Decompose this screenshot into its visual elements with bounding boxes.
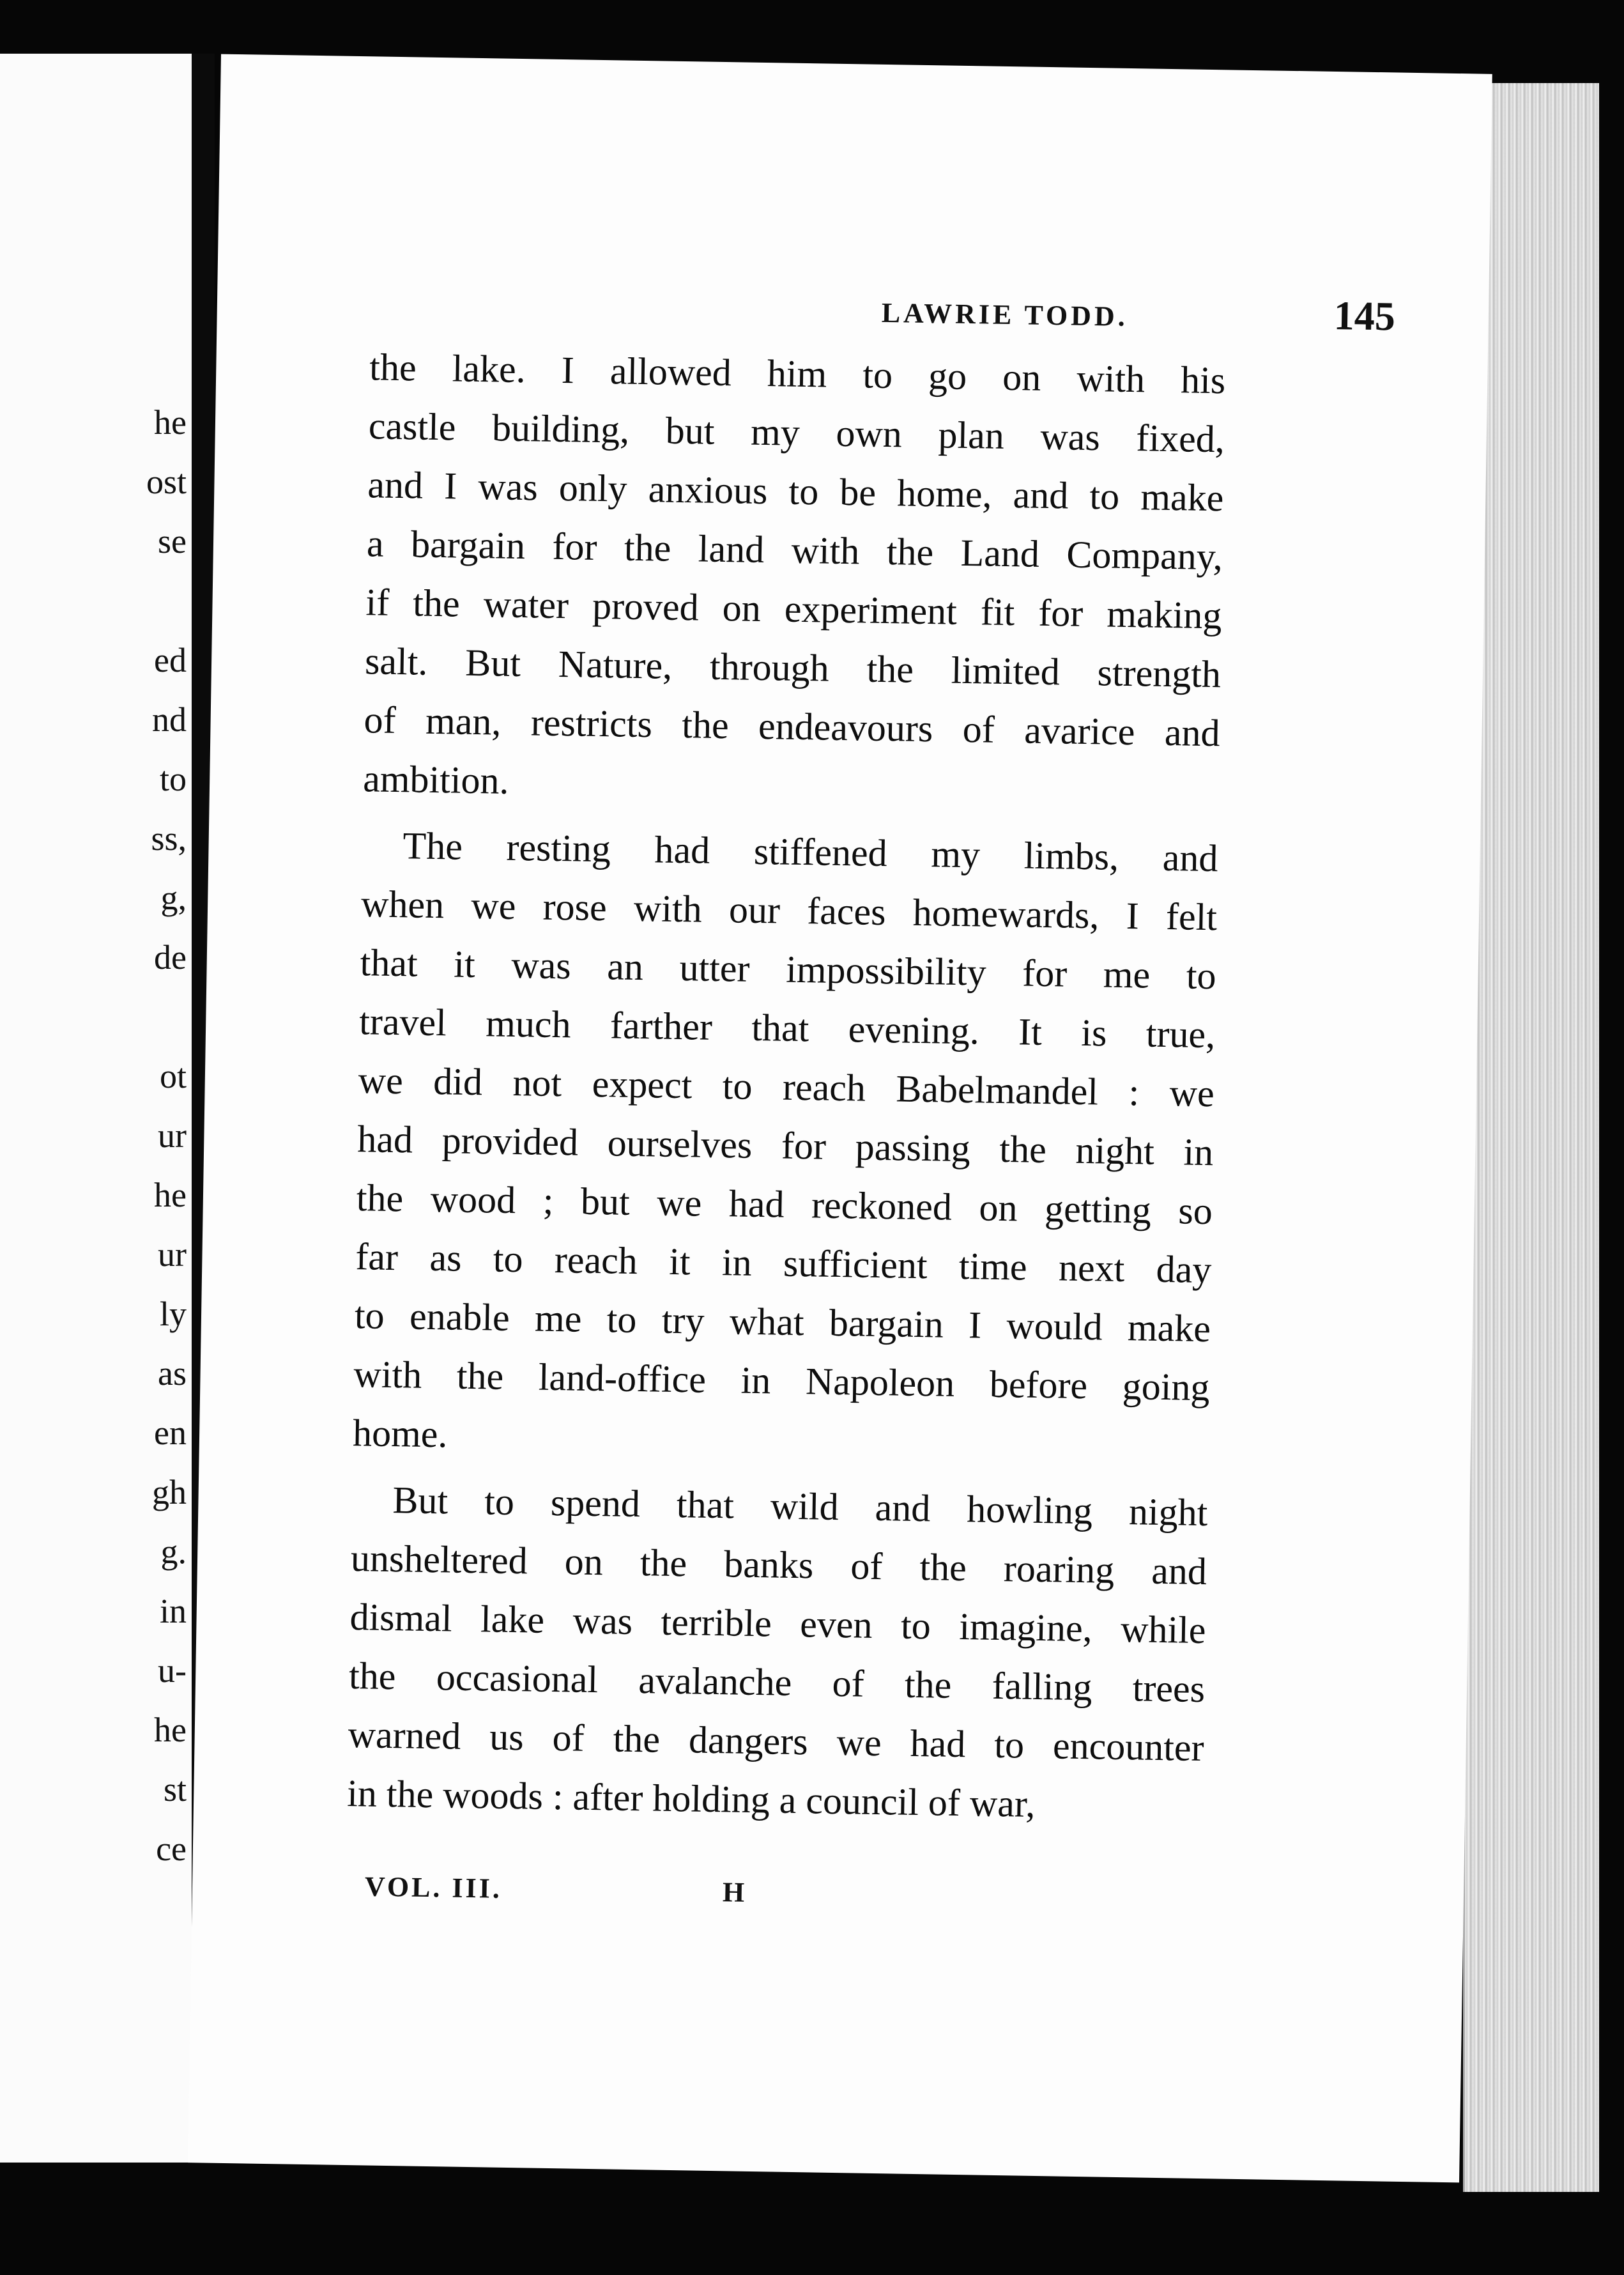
previous-page-fragment: de: [154, 938, 187, 976]
volume-mark: VOL. III.: [364, 1870, 503, 1904]
previous-page-fragment: ur: [158, 1116, 187, 1155]
text-line: of man, restricts the endeavours of avarice and: [364, 698, 1221, 755]
previous-page-fragment: to: [159, 760, 187, 798]
text-line: had provided ourselves for passing the night in: [356, 1118, 1214, 1174]
text-line: the occasional avalanche of the falling trees: [348, 1654, 1206, 1711]
previous-page-fragment: ur: [158, 1235, 187, 1274]
previous-page-fragment: nd: [152, 700, 187, 739]
text-line: far as to reach it in sufficient time next day: [355, 1235, 1212, 1292]
text-line: travel much farther that evening. It is true,: [358, 1000, 1216, 1056]
previous-page: [0, 54, 198, 2163]
text-line: when we rose with our faces homewards, I felt: [360, 883, 1218, 939]
text-line: ambition.: [362, 757, 510, 802]
previous-page-fragment: in: [159, 1592, 187, 1630]
text-line: But to spend that wild and howling night: [392, 1479, 1208, 1534]
text-line: that it was an utter impossibility for me to: [360, 941, 1217, 998]
signature-mark: H: [722, 1876, 745, 1908]
previous-page-fragment: g.: [160, 1532, 187, 1571]
paragraph: [363, 337, 1226, 821]
text-line: unsheltered on the banks of the roaring and: [350, 1537, 1207, 1593]
previous-page-fragment: st: [163, 1770, 187, 1808]
previous-page-fragment: he: [154, 1176, 187, 1214]
text-line: The resting had stiffened my limbs, and: [402, 824, 1218, 880]
previous-page-fragment: gh: [152, 1473, 187, 1511]
body-text: [346, 337, 1226, 1844]
page-number: 145: [1333, 292, 1396, 339]
text-line: castle building, but my own plan was fixed,: [368, 405, 1225, 461]
previous-page-fragment: en: [154, 1414, 187, 1452]
page-footer: [345, 1870, 1202, 1934]
running-head: [664, 282, 1431, 345]
previous-page-fragment: ss,: [151, 819, 187, 858]
previous-page-fragment: ot: [159, 1057, 187, 1095]
paragraph: [347, 1470, 1209, 1836]
text-line: warned us of the dangers we had to encounter: [348, 1713, 1205, 1770]
text-line: a bargain for the land with the Land Company,: [366, 522, 1223, 578]
previous-page-fragment: u-: [158, 1651, 187, 1690]
text-line: the wood ; but we had reckoned on getting so: [356, 1176, 1213, 1233]
previous-page-fragment: ly: [159, 1295, 187, 1333]
previous-page-fragment: as: [158, 1354, 187, 1392]
text-line: in the woods : after holding a council of war,: [346, 1772, 1036, 1825]
text-line: we did not expect to reach Babelmandel : we: [358, 1059, 1215, 1115]
previous-page-fragment: se: [158, 522, 187, 560]
previous-page-fragment: ed: [154, 641, 187, 679]
book-page: [188, 54, 1492, 2183]
previous-page-fragment: g,: [160, 879, 187, 917]
text-line: to enable me to try what bargain I would make: [354, 1294, 1211, 1350]
previous-page-fragment: ce: [156, 1830, 187, 1868]
previous-page-fragment: he: [154, 403, 187, 442]
text-line: and I was only anxious to be home, and to make: [367, 463, 1224, 520]
text-line: salt. But Nature, through the limited strength: [364, 640, 1222, 696]
paragraph: [352, 815, 1218, 1476]
text-line: with the land-office in Napoleon before going: [353, 1353, 1210, 1409]
previous-page-fragment: ost: [146, 463, 187, 501]
previous-page-fragment: he: [154, 1711, 187, 1749]
text-line: the lake. I allowed him to go on with his: [369, 346, 1226, 402]
text-line: if the water proved on experiment fit for making: [365, 581, 1222, 637]
text-line: dismal lake was terrible even to imagine, while: [349, 1596, 1207, 1652]
text-line: home.: [352, 1412, 448, 1456]
running-head-title: LAWRIE TODD.: [881, 297, 1129, 332]
